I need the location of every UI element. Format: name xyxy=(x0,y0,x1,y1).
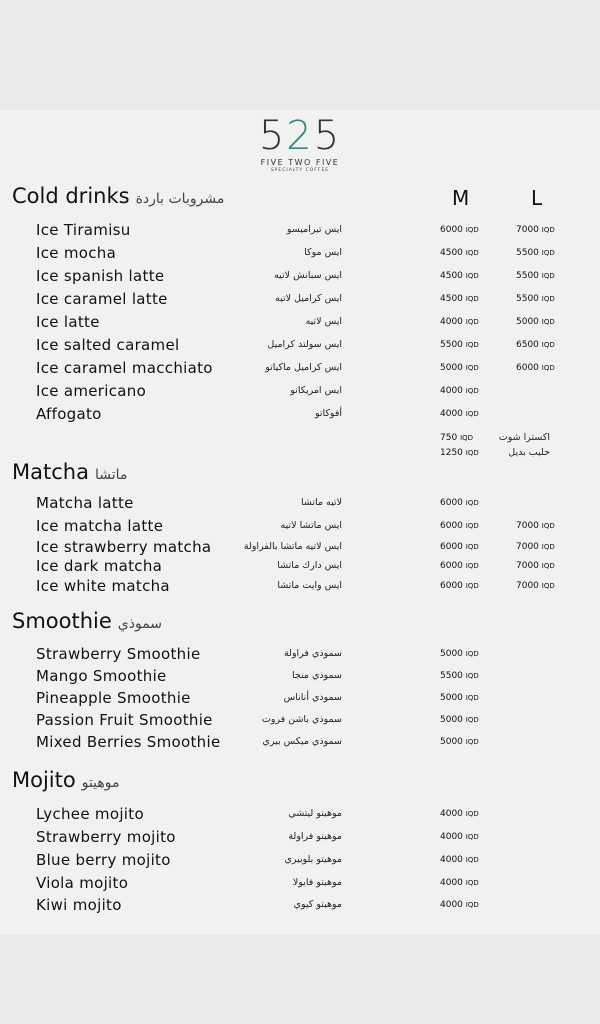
menu-item-row xyxy=(0,666,600,686)
item-name: Pineapple Smoothie xyxy=(36,689,191,707)
price-medium: 4500 IQD xyxy=(440,294,479,304)
currency-label: IQD xyxy=(465,249,479,257)
item-name: Strawberry Smoothie xyxy=(36,645,201,663)
brand-number: 525 xyxy=(258,113,342,159)
currency-label: IQD xyxy=(541,582,555,590)
currency-label: IQD xyxy=(465,694,479,702)
currency-label: IQD xyxy=(465,650,479,658)
currency-label: IQD xyxy=(465,295,479,303)
item-name: Ice matcha latte xyxy=(36,517,164,535)
menu-item-row xyxy=(0,804,600,824)
size-header-medium: M xyxy=(452,186,470,210)
menu-item-row xyxy=(0,358,600,378)
menu-item-row xyxy=(0,220,600,240)
price-medium: 6000 IQD xyxy=(440,581,479,591)
price-medium: 4000 IQD xyxy=(440,317,479,327)
price-medium: 4000 IQD xyxy=(440,832,479,842)
item-name-arabic: سموذي فراولة xyxy=(283,648,342,659)
currency-label: IQD xyxy=(465,272,479,280)
currency-label: IQD xyxy=(465,499,479,507)
price-large: 7000 IQD xyxy=(516,581,555,591)
menu-item-row xyxy=(0,312,600,332)
item-name: Ice americano xyxy=(36,382,147,400)
currency-label: IQD xyxy=(541,341,555,349)
extra-label-shot: اكسترا شوت xyxy=(498,432,550,443)
price-medium: 4000 IQD xyxy=(440,878,479,888)
item-name: Viola mojito xyxy=(36,874,129,892)
item-name-arabic: ايس لاتيه xyxy=(305,316,342,327)
currency-label: IQD xyxy=(541,272,555,280)
menu-item-row xyxy=(0,493,600,513)
menu-item-row xyxy=(0,827,600,847)
item-name: Matcha latte xyxy=(36,494,134,512)
menu-item-row xyxy=(0,556,600,576)
price-large: 5500 IQD xyxy=(516,248,555,258)
currency-label: IQD xyxy=(465,543,479,551)
item-name-arabic: موهيتو بلوبيري xyxy=(284,854,342,865)
item-name: Ice caramel macchiato xyxy=(36,359,213,377)
extra-label-milk: حليب بديل xyxy=(508,447,550,458)
extra-price-shot: 750 IQD xyxy=(440,433,474,443)
item-name: Ice latte xyxy=(36,313,100,331)
item-name: Ice Tiramisu xyxy=(36,221,131,239)
price-medium: 5000 IQD xyxy=(440,649,479,659)
currency-label: IQD xyxy=(465,833,479,841)
brand-name: FIVE TWO FIVE xyxy=(260,158,340,167)
currency-label: IQD xyxy=(541,543,555,551)
currency-label: IQD xyxy=(541,522,555,530)
menu-item-row xyxy=(0,335,600,355)
menu-item-row xyxy=(0,537,600,557)
price-large: 5500 IQD xyxy=(516,294,555,304)
brand-logo xyxy=(0,113,600,173)
item-name: Ice caramel latte xyxy=(36,290,168,308)
currency-label: IQD xyxy=(465,562,479,570)
section-title-mojito: Mojito موهيتو xyxy=(12,768,120,792)
price-medium: 5000 IQD xyxy=(440,715,479,725)
item-name-arabic: موهيتو فراولة xyxy=(288,831,342,842)
item-name: Kiwi mojito xyxy=(36,896,122,914)
menu-item-row xyxy=(0,243,600,263)
currency-label: IQD xyxy=(465,672,479,680)
price-large: 5500 IQD xyxy=(516,271,555,281)
currency-label: IQD xyxy=(541,249,555,257)
currency-label: IQD xyxy=(541,226,555,234)
price-medium: 5500 IQD xyxy=(440,340,479,350)
currency-label: IQD xyxy=(465,410,479,418)
menu-item-row xyxy=(0,381,600,401)
item-name-arabic: ايس موكا xyxy=(304,247,342,258)
menu-item-row xyxy=(0,289,600,309)
currency-label: IQD xyxy=(465,226,479,234)
item-name-arabic: ايس كراميل ماكياتو xyxy=(265,362,342,373)
currency-label: IQD xyxy=(541,562,555,570)
item-name-arabic: موهيتو فايولا xyxy=(292,877,342,888)
currency-label: IQD xyxy=(541,364,555,372)
item-name-arabic: ايس ماتشا لاتيه xyxy=(280,520,342,531)
menu-item-row xyxy=(0,710,600,730)
price-large: 7000 IQD xyxy=(516,542,555,552)
brand-tagline: SPECIALTY COFFEE xyxy=(270,168,330,173)
price-medium: 4000 IQD xyxy=(440,409,479,419)
item-name: Passion Fruit Smoothie xyxy=(36,711,213,729)
item-name-arabic: ايس دارك ماتشا xyxy=(277,560,342,571)
price-medium: 5000 IQD xyxy=(440,693,479,703)
price-medium: 4000 IQD xyxy=(440,855,479,865)
item-name-arabic: لاتيه ماتشا xyxy=(300,497,342,508)
item-name-arabic: سموذي ميكس بيري xyxy=(262,736,342,747)
price-medium: 5000 IQD xyxy=(440,363,479,373)
currency-label: IQD xyxy=(465,341,479,349)
price-medium: 6000 IQD xyxy=(440,498,479,508)
price-large: 7000 IQD xyxy=(516,225,555,235)
currency-label: IQD xyxy=(541,295,555,303)
item-name: Mango Smoothie xyxy=(36,667,167,685)
price-medium: 4500 IQD xyxy=(440,271,479,281)
currency-label: IQD xyxy=(465,901,479,909)
item-name-arabic: ايس تيراميسو xyxy=(286,224,342,235)
menu-item-row xyxy=(0,850,600,870)
currency-label: IQD xyxy=(465,716,479,724)
currency-label: IQD xyxy=(465,387,479,395)
price-medium: 5500 IQD xyxy=(440,671,479,681)
currency-label: IQD xyxy=(465,856,479,864)
menu-item-row xyxy=(0,644,600,664)
price-large: 7000 IQD xyxy=(516,561,555,571)
menu-item-row xyxy=(0,516,600,536)
item-name-arabic: سموذي باشن فروت xyxy=(261,714,342,725)
currency-label: IQD xyxy=(465,522,479,530)
currency-label: IQD xyxy=(465,810,479,818)
item-name: Ice salted caramel xyxy=(36,336,180,354)
section-title-smoothie: Smoothie سموذي xyxy=(12,609,163,633)
price-medium: 5000 IQD xyxy=(440,737,479,747)
item-name: Mixed Berries Smoothie xyxy=(36,733,221,751)
currency-label: IQD xyxy=(465,879,479,887)
item-name-arabic: ايس وايت ماتشا xyxy=(277,580,342,591)
item-name-arabic: أفوكاتو xyxy=(314,408,342,419)
item-name-arabic: ايس امريكانو xyxy=(290,385,342,396)
item-name: Blue berry mojito xyxy=(36,851,171,869)
price-medium: 4500 IQD xyxy=(440,248,479,258)
extra-price-milk: 1250 IQD xyxy=(440,448,479,458)
item-name: Ice mocha xyxy=(36,244,117,262)
currency-label: IQD xyxy=(465,582,479,590)
item-name: Ice dark matcha xyxy=(36,557,163,575)
item-name-arabic: ايس لاتيه ماتشا بالفراولة xyxy=(243,541,342,552)
price-large: 6000 IQD xyxy=(516,363,555,373)
item-name-arabic: ايس سولتد كراميل xyxy=(267,339,342,350)
item-name-arabic: ايس كراميل لاتيه xyxy=(274,293,342,304)
currency-label: IQD xyxy=(541,318,555,326)
price-large: 7000 IQD xyxy=(516,521,555,531)
currency-label: IQD xyxy=(465,318,479,326)
menu-item-row xyxy=(0,576,600,596)
menu-item-row xyxy=(0,895,600,915)
price-medium: 6000 IQD xyxy=(440,521,479,531)
item-name-arabic: ايس سبانش لاتيه xyxy=(274,270,342,281)
menu-item-row xyxy=(0,404,600,424)
item-name-arabic: سموذي منجا xyxy=(291,670,342,681)
size-header-large: L xyxy=(531,186,543,210)
item-name: Ice strawberry matcha xyxy=(36,538,212,556)
item-name: Affogato xyxy=(36,405,102,423)
item-name-arabic: سموذي أناناس xyxy=(283,692,342,703)
item-name: Lychee mojito xyxy=(36,805,144,823)
menu-item-row xyxy=(0,688,600,708)
item-name-arabic: موهيتو كيوي xyxy=(293,899,342,910)
price-medium: 4000 IQD xyxy=(440,809,479,819)
menu-item-row xyxy=(0,266,600,286)
price-medium: 4000 IQD xyxy=(440,900,479,910)
menu-item-row xyxy=(0,732,600,752)
price-medium: 6000 IQD xyxy=(440,542,479,552)
price-medium: 6000 IQD xyxy=(440,561,479,571)
section-title-matcha: Matcha ماتشا xyxy=(12,460,128,484)
price-large: 6500 IQD xyxy=(516,340,555,350)
item-name: Ice white matcha xyxy=(36,577,170,595)
section-title-cold: Cold drinks مشروبات باردة xyxy=(12,184,225,208)
price-medium: 6000 IQD xyxy=(440,225,479,235)
menu-item-row xyxy=(0,873,600,893)
currency-label: IQD xyxy=(465,738,479,746)
item-name: Ice spanish latte xyxy=(36,267,165,285)
currency-label: IQD xyxy=(465,364,479,372)
price-large: 5000 IQD xyxy=(516,317,555,327)
item-name-arabic: موهيتو ليتشي xyxy=(288,808,342,819)
price-medium: 4000 IQD xyxy=(440,386,479,396)
item-name: Strawberry mojito xyxy=(36,828,176,846)
